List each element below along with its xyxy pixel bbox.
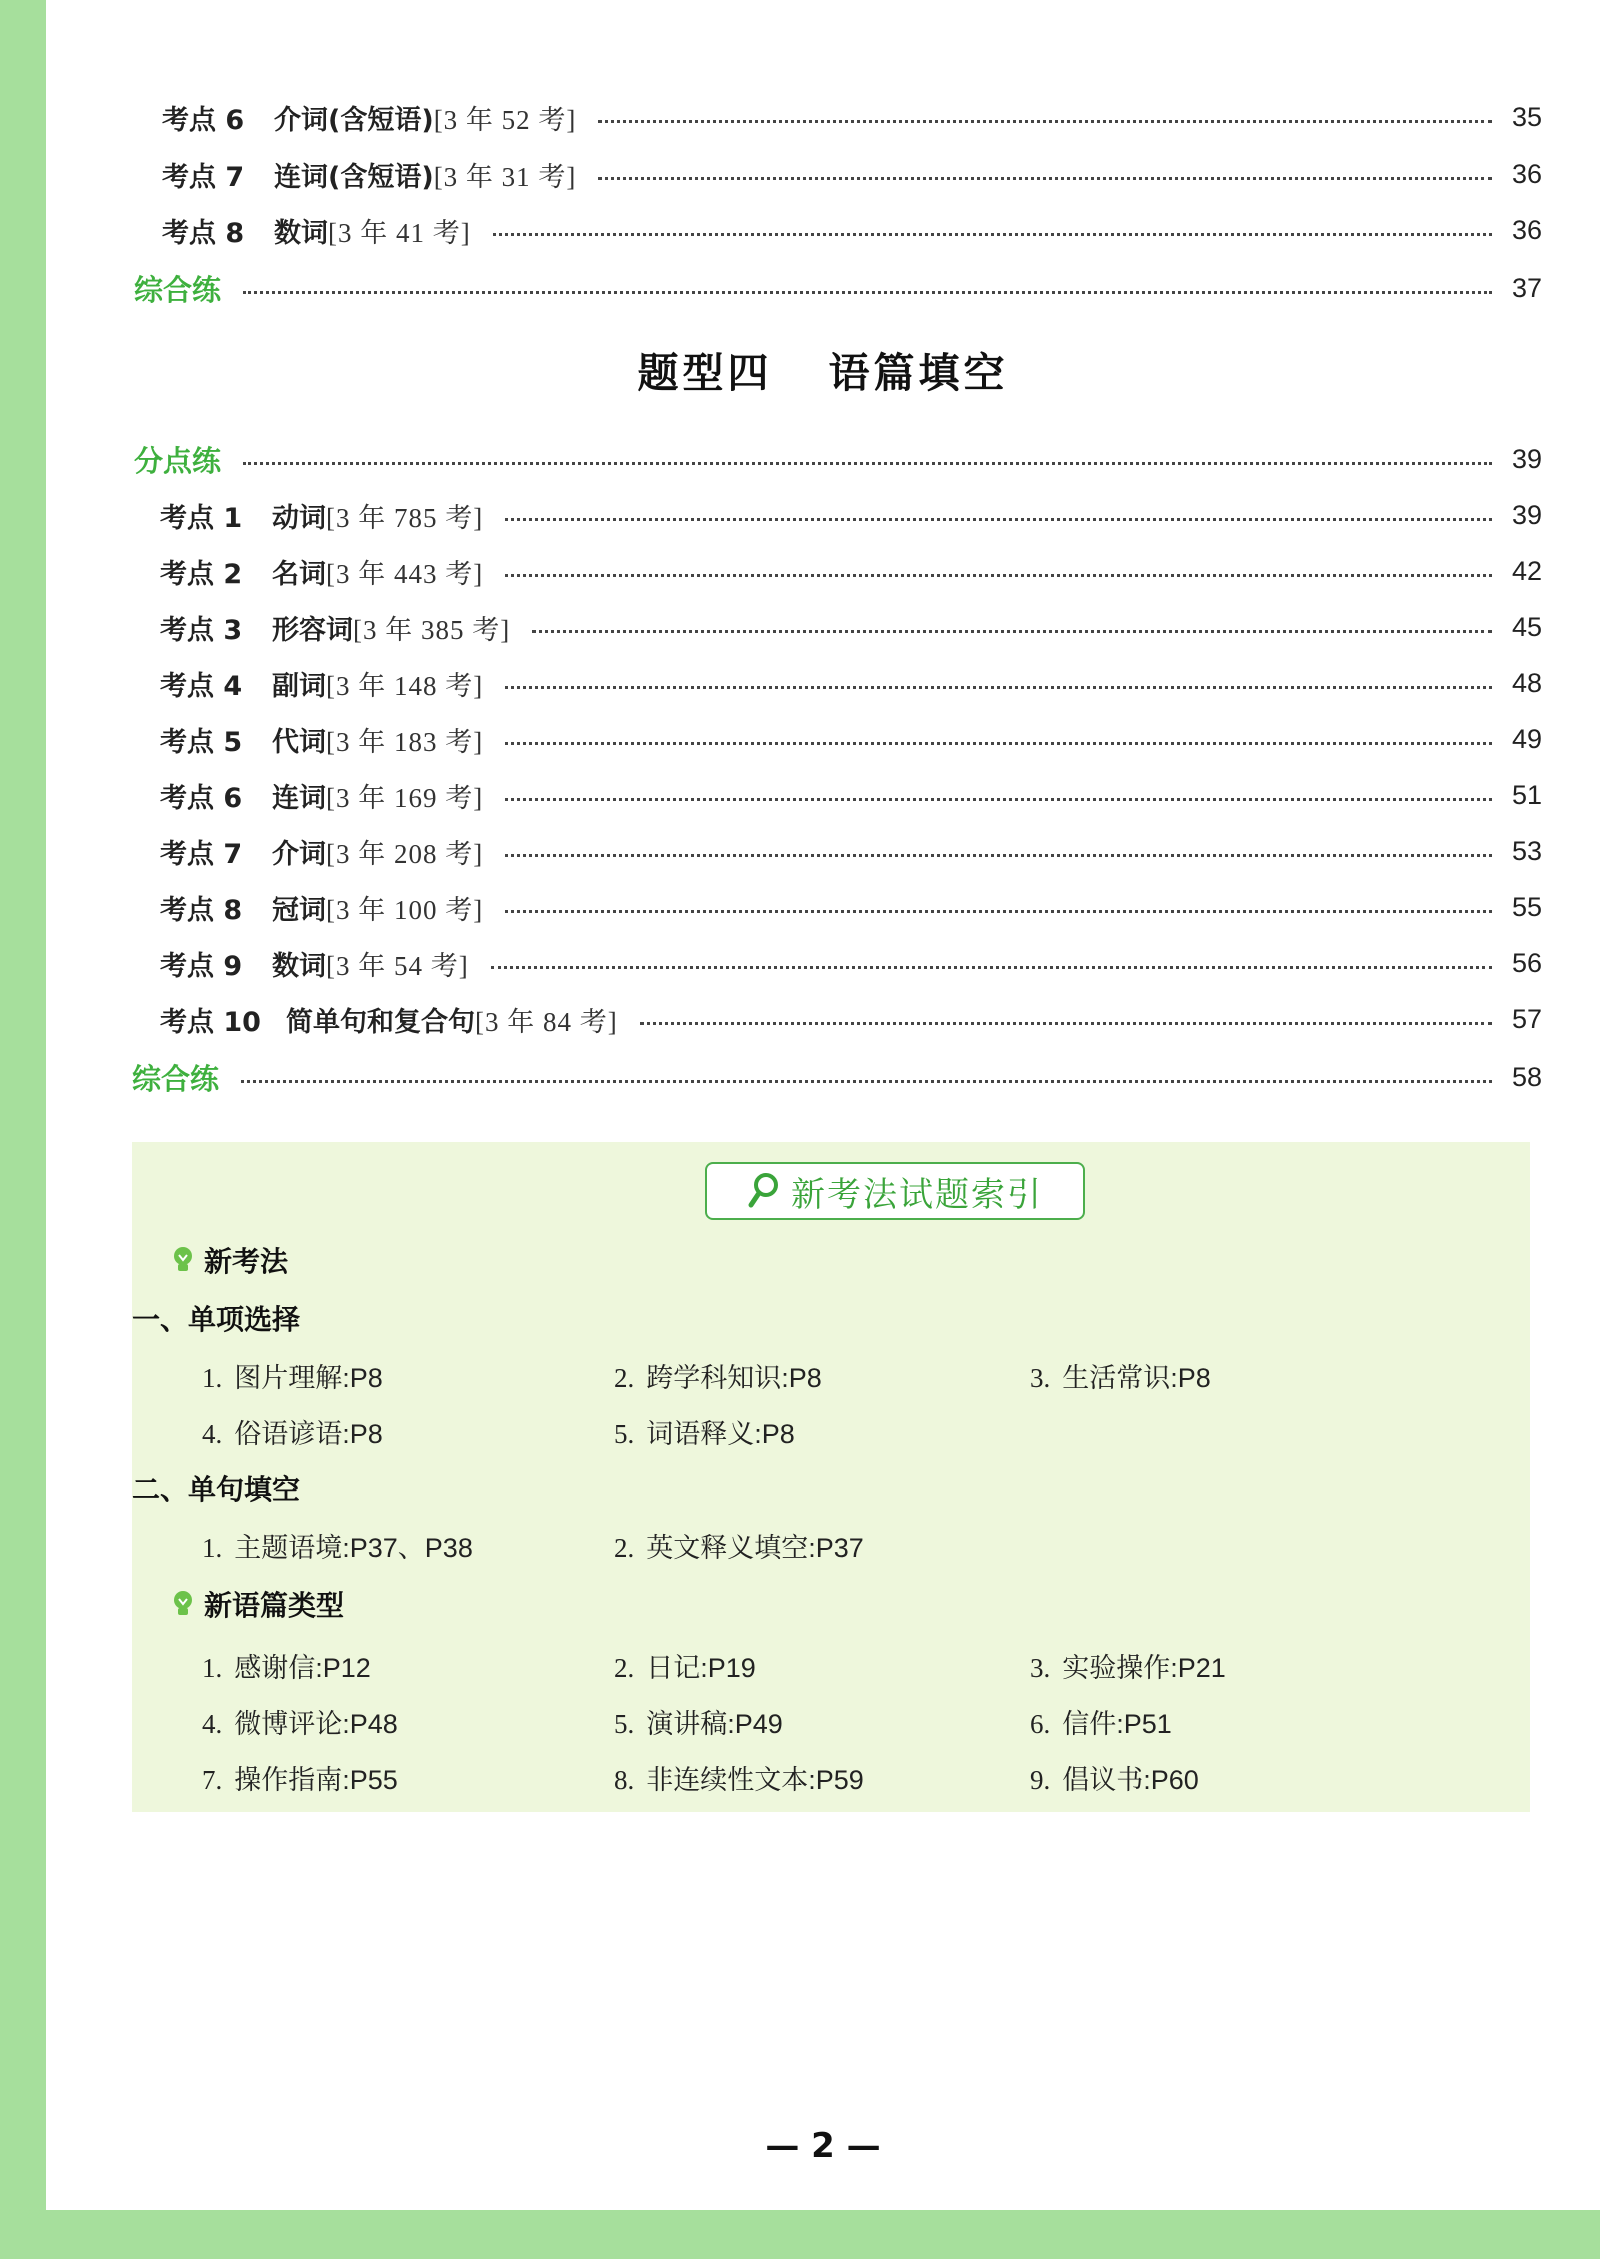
fendian-row[interactable]: [134, 436, 1542, 482]
page-ref: 53: [1511, 835, 1542, 866]
fendian-label: 分点练: [134, 443, 222, 478]
topic-count: [3 年 54 考]: [326, 950, 469, 981]
section-heading: [46, 340, 1600, 399]
item-text: 演讲稿: [646, 1709, 728, 1740]
topic-count: [3 年 169 考]: [326, 782, 484, 813]
item-text: 俗语谚语: [234, 1419, 343, 1450]
index-item[interactable]: [1030, 1356, 1211, 1395]
subsection-single-choice: 一、单项选择: [132, 1303, 301, 1336]
dot-leader: [491, 966, 1492, 969]
dot-leader: [505, 742, 1492, 745]
item-number: 8.: [614, 1765, 635, 1795]
topic-count: [3 年 100 考]: [326, 894, 484, 925]
dot-leader: [505, 574, 1492, 577]
index-item[interactable]: [614, 1412, 795, 1451]
dot-leader: [505, 798, 1492, 801]
toc-row[interactable]: [160, 940, 1542, 986]
topic-name: 代词: [272, 726, 326, 758]
topic-name: 数词: [272, 950, 326, 982]
page-ref: 36: [1511, 214, 1542, 245]
dot-leader: [532, 630, 1492, 633]
heading-type: 题型四: [637, 349, 773, 397]
item-text: 词语释义: [646, 1419, 755, 1450]
index-section-new-text-types: [172, 1584, 344, 1624]
item-text: 英文释义填空: [646, 1533, 809, 1564]
topic-count: [3 年 148 考]: [326, 670, 484, 701]
dot-leader: [598, 120, 1492, 123]
dot-leader: [640, 1022, 1492, 1025]
item-page: :P37: [808, 1533, 864, 1563]
topic-count: [3 年 385 考]: [353, 614, 511, 645]
topic-name: 动词: [272, 502, 326, 534]
kaodian-label: 考点 2: [160, 558, 243, 590]
item-number: 3.: [1030, 1363, 1051, 1393]
index-item[interactable]: [614, 1356, 822, 1395]
topic-count: [3 年 443 考]: [326, 558, 484, 589]
index-section-new-method: [172, 1240, 288, 1280]
item-page: :P8: [342, 1363, 383, 1393]
topic-name: 副词: [272, 670, 326, 702]
index-title: [705, 1162, 1085, 1220]
zonghe-label: 综合练: [132, 1061, 220, 1096]
item-text: 倡议书: [1062, 1765, 1144, 1796]
topic-count: [3 年 31 考]: [433, 161, 577, 192]
index-item[interactable]: [202, 1758, 398, 1797]
page-ref: 36: [1511, 158, 1542, 189]
page-ref: 35: [1511, 101, 1542, 132]
topic-count: [3 年 785 考]: [326, 502, 484, 533]
topic-name: 简单句和复合句: [286, 1006, 475, 1038]
topic-name: 连词: [272, 782, 326, 814]
kaodian-label: 考点 10: [160, 1006, 261, 1038]
item-number: 1.: [202, 1653, 223, 1683]
page-ref: 49: [1511, 723, 1542, 754]
item-number: 2.: [614, 1653, 635, 1683]
item-number: 5.: [614, 1419, 635, 1449]
item-text: 生活常识: [1062, 1363, 1171, 1394]
index-item[interactable]: [614, 1646, 756, 1685]
magnifier-icon: [747, 1172, 781, 1210]
kaodian-label: 考点 4: [160, 670, 243, 702]
toc-row[interactable]: [160, 604, 1542, 650]
item-page: :P55: [342, 1765, 398, 1795]
item-text: 非连续性文本: [646, 1765, 809, 1796]
dot-leader: [493, 233, 1492, 236]
index-item[interactable]: [202, 1412, 383, 1451]
item-number: 4.: [202, 1709, 223, 1739]
item-text: 实验操作: [1062, 1653, 1171, 1684]
kaodian-label: 考点 1: [160, 502, 243, 534]
page-ref: 51: [1511, 779, 1542, 810]
item-page: :P8: [342, 1419, 383, 1449]
page-ref: 39: [1511, 499, 1542, 530]
toc-row[interactable]: [162, 151, 1542, 197]
toc-row[interactable]: [162, 207, 1542, 253]
toc-row[interactable]: [160, 828, 1542, 874]
dot-leader: [243, 291, 1492, 294]
topic-name: 名词: [272, 558, 326, 590]
topic-name: 连词(含短语): [274, 161, 434, 193]
toc-row[interactable]: [160, 492, 1542, 538]
topic-name: 介词: [272, 838, 326, 870]
item-number: 1.: [202, 1363, 223, 1393]
page-ref: 37: [1511, 272, 1542, 303]
item-page: :P21: [1170, 1653, 1226, 1683]
item-page: :P60: [1143, 1765, 1199, 1795]
toc-row[interactable]: [160, 772, 1542, 818]
item-number: 2.: [614, 1533, 635, 1563]
heading-title: 语篇填空: [828, 349, 1009, 397]
page-ref: 57: [1511, 1003, 1542, 1034]
toc-row[interactable]: [160, 884, 1542, 930]
subsection-sentence-fill: 二、单句填空: [132, 1473, 301, 1506]
page-ref: 48: [1511, 667, 1542, 698]
item-page: :P8: [754, 1419, 795, 1449]
topic-count: [3 年 183 考]: [326, 726, 484, 757]
topic-count: [3 年 41 考]: [328, 217, 471, 248]
page-ref: 56: [1511, 947, 1542, 978]
dot-leader: [243, 462, 1492, 465]
item-page: :P19: [700, 1653, 756, 1683]
kaodian-label: 考点 7: [162, 161, 245, 193]
index-item[interactable]: [614, 1526, 864, 1565]
item-number: 7.: [202, 1765, 223, 1795]
kaodian-label: 考点 6: [162, 104, 245, 136]
item-page: :P37、P38: [342, 1533, 473, 1563]
topic-count: [3 年 208 考]: [326, 838, 484, 869]
index-title-text: 新考法试题索引: [791, 1174, 1043, 1215]
kaodian-label: 考点 9: [160, 950, 243, 982]
index-item[interactable]: [202, 1526, 473, 1565]
page: [46, 0, 1600, 2210]
item-number: 9.: [1030, 1765, 1051, 1795]
item-number: 5.: [614, 1709, 635, 1739]
topic-name: 介词(含短语): [274, 104, 434, 136]
section-label: 新考法: [204, 1245, 289, 1278]
index-item[interactable]: [614, 1758, 864, 1797]
kaodian-label: 考点 3: [160, 614, 243, 646]
toc-row[interactable]: [160, 996, 1542, 1042]
zonghe-row[interactable]: [134, 265, 1542, 311]
item-page: :P12: [315, 1653, 371, 1683]
toc-row[interactable]: [162, 94, 1542, 140]
page-ref: 45: [1511, 611, 1542, 642]
item-page: :P51: [1116, 1709, 1172, 1739]
dot-leader: [505, 910, 1492, 913]
item-number: 1.: [202, 1533, 223, 1563]
topic-count: [3 年 84 考]: [475, 1006, 618, 1037]
toc-row[interactable]: [160, 716, 1542, 762]
index-item[interactable]: [202, 1356, 383, 1395]
page-ref: 55: [1511, 891, 1542, 922]
dot-leader: [505, 518, 1492, 521]
index-item[interactable]: [1030, 1646, 1226, 1685]
topic-name: 数词: [274, 217, 328, 249]
topic-name: 冠词: [272, 894, 326, 926]
kaodian-label: 考点 8: [162, 217, 245, 249]
item-text: 操作指南: [234, 1765, 343, 1796]
kaodian-label: 考点 5: [160, 726, 243, 758]
zonghe-label: 综合练: [134, 272, 222, 307]
page-ref: 58: [1511, 1061, 1542, 1092]
kaodian-label: 考点 7: [160, 838, 243, 870]
index-item[interactable]: [1030, 1702, 1172, 1741]
lightbulb-icon: [172, 1246, 194, 1274]
item-number: 4.: [202, 1419, 223, 1449]
item-number: 6.: [1030, 1709, 1051, 1739]
item-page: :P8: [781, 1363, 822, 1393]
item-text: 感谢信: [234, 1653, 316, 1684]
topic-count: [3 年 52 考]: [433, 104, 577, 135]
kaodian-label: 考点 6: [160, 782, 243, 814]
page-ref: 39: [1511, 443, 1542, 474]
item-page: :P59: [808, 1765, 864, 1795]
dot-leader: [505, 854, 1492, 857]
item-page: :P49: [727, 1709, 783, 1739]
index-item[interactable]: [1030, 1758, 1199, 1797]
index-item[interactable]: [614, 1702, 783, 1741]
index-item[interactable]: [202, 1702, 398, 1741]
dot-leader: [241, 1080, 1492, 1083]
item-text: 跨学科知识: [646, 1363, 782, 1394]
item-number: 2.: [614, 1363, 635, 1393]
item-text: 主题语境: [234, 1533, 343, 1564]
item-page: :P48: [342, 1709, 398, 1739]
section-label: 新语篇类型: [204, 1589, 345, 1622]
lightbulb-icon: [172, 1590, 194, 1618]
new-exam-index: [132, 1142, 1530, 1812]
toc-row[interactable]: [160, 660, 1542, 706]
item-text: 微博评论: [234, 1709, 343, 1740]
page-ref: 42: [1511, 555, 1542, 586]
index-item[interactable]: [202, 1646, 371, 1685]
topic-name: 形容词: [272, 614, 353, 646]
dot-leader: [598, 177, 1492, 180]
zonghe-row[interactable]: [132, 1054, 1542, 1100]
toc-row[interactable]: [160, 548, 1542, 594]
item-number: 3.: [1030, 1653, 1051, 1683]
page-number: — 2 —: [765, 2126, 881, 2166]
dot-leader: [505, 686, 1492, 689]
item-text: 日记: [646, 1653, 701, 1684]
item-text: 信件: [1062, 1709, 1117, 1740]
item-text: 图片理解: [234, 1363, 343, 1394]
item-page: :P8: [1170, 1363, 1211, 1393]
kaodian-label: 考点 8: [160, 894, 243, 926]
